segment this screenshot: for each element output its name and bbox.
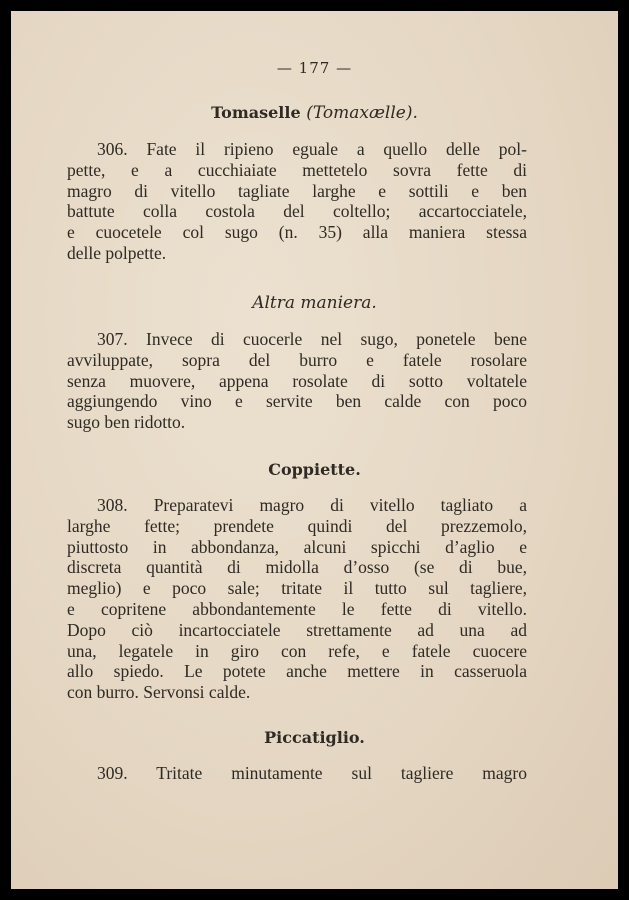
- text-line: delle polpette.: [67, 242, 167, 263]
- text-line: meglio) e poco sale; tritate il tutto sul tagliere,: [67, 578, 527, 599]
- paragraph-307: [67, 329, 527, 433]
- text-line: pette, e a cucchiaiate mettetelo sovra fette di: [67, 159, 527, 180]
- title-text: Piccatiglio.: [264, 728, 365, 747]
- text-line: con burro. Servonsi calde.: [67, 682, 251, 703]
- text-line: aggiungendo vino e servite ben calde con poco: [67, 391, 527, 412]
- text-line: e copritene abbondantemente le fette di vitello.: [67, 598, 527, 619]
- paragraph-309: [67, 763, 527, 784]
- text-line: 307. Invece di cuocerle nel sugo, ponetele bene: [97, 329, 527, 349]
- text-line: Dopo ciò incartocciatele strettamente ad una ad: [67, 619, 527, 640]
- title-text: Coppiette.: [268, 460, 361, 479]
- text-line: sugo ben ridotto.: [67, 412, 186, 433]
- page-number: — 177 —: [276, 59, 353, 77]
- section-title-coppiette: [11, 460, 618, 479]
- section-title-tomaselle: [11, 103, 618, 123]
- title-italic: (Tomaxælle).: [306, 103, 418, 123]
- paragraph-306: [67, 139, 527, 264]
- text-line: avviluppate, sopra del burro e fatele rosolare: [67, 349, 527, 370]
- text-line: 308. Preparatevi magro di vitello tagliato a: [97, 495, 527, 515]
- text-line: una, legatele in giro con refe, e fatele cuocere: [67, 640, 527, 661]
- text-line: senza muovere, appena rosolate di sotto voltatele: [67, 370, 527, 391]
- text-line: discreta quantità di midolla d’osso (se di bue,: [67, 557, 527, 578]
- text-line: larghe fette; prendete quindi del prezzemolo,: [67, 515, 527, 536]
- text-line: piuttosto in abbondanza, alcuni spicchi d’aglio e: [67, 536, 527, 557]
- text-line: 309. Tritate minutamente sul tagliere magro: [97, 763, 527, 783]
- text-line: e cuocetele col sugo (n. 35) alla maniera stessa: [67, 222, 527, 243]
- text-line: battute colla costola del coltello; accartocciatele,: [67, 201, 527, 222]
- text-line: 306. Fate il ripieno eguale a quello delle pol-: [97, 139, 527, 159]
- paragraph-308: [67, 495, 527, 703]
- section-title-piccatiglio: [11, 728, 618, 747]
- text-line: magro di vitello tagliate larghe e sottili e ben: [67, 180, 527, 201]
- book-page: [11, 11, 618, 889]
- subtitle-altra-maniera: Altra maniera.: [252, 293, 377, 313]
- title-text: Tomaselle: [211, 103, 301, 122]
- text-line: allo spiedo. Le potete anche mettere in casseruola: [67, 661, 527, 682]
